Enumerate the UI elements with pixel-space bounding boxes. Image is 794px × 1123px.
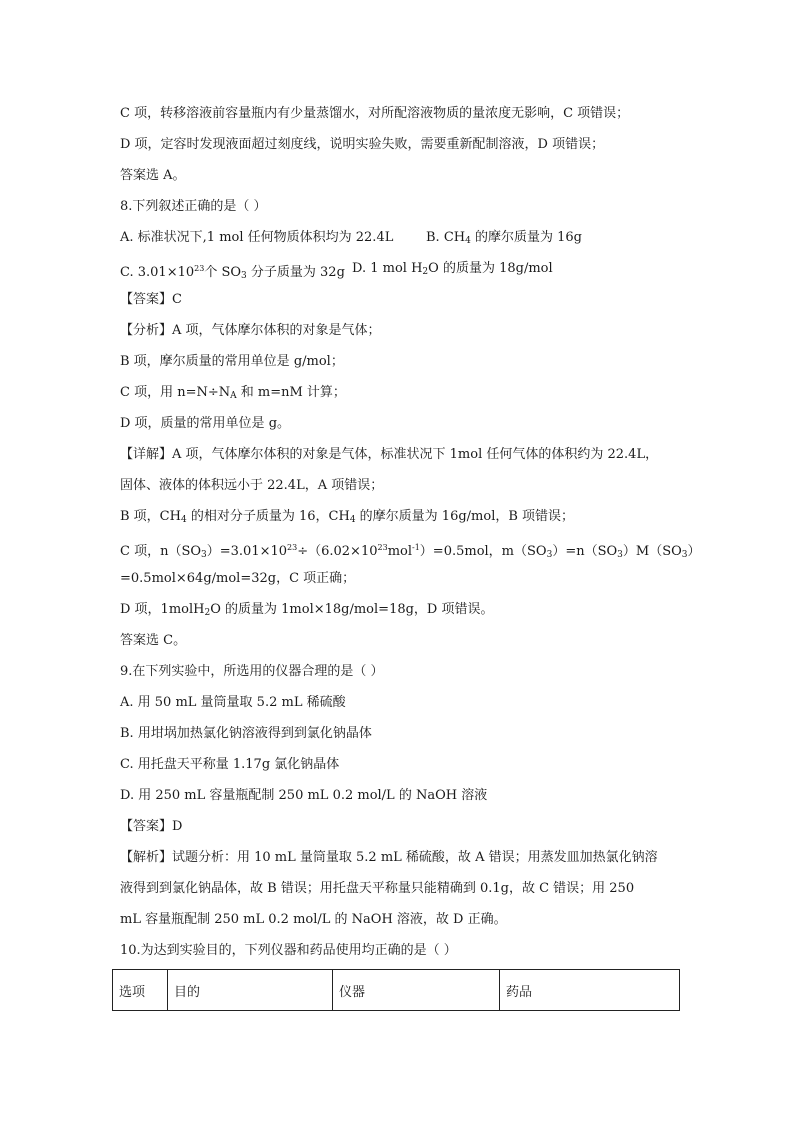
subscript: 2 [204, 608, 211, 618]
final-answer-8: 答案选 C。 [120, 633, 187, 648]
detail-text: ） [687, 544, 701, 559]
superscript: 23 [377, 543, 388, 552]
detail-8-c [120, 532, 701, 563]
detail-text: D 项，1molH [120, 602, 205, 617]
question-9-option-c: C. 用托盘天平称量 1.17g 氯化钠晶体 [120, 757, 340, 772]
analysis-text: C 项，用 n=N÷N [120, 385, 231, 400]
detail-text: B 项，CH [120, 509, 181, 524]
subscript: A [230, 391, 237, 401]
question-10: 10.为达到实验目的，下列仪器和药品使用均正确的是（ ） [120, 943, 457, 958]
option-b-text: 的摩尔质量为 16g [470, 230, 582, 245]
analysis-8: 【分析】A 项，气体摩尔体积的对象是气体； [120, 323, 381, 338]
detail-text: ÷（6.02×10 [297, 544, 378, 559]
question-9-option-d: D. 用 250 mL 容量瓶配制 250 mL 0.2 mol/L 的 NaOH 溶液 [120, 788, 488, 803]
detail-8-b [120, 501, 682, 532]
detail-8-a: 【详解】A 项，气体摩尔体积的对象是气体，标准状况下 1mol 任何气体的体积约为 22.4L， [120, 447, 659, 462]
table-header-cell: 仪器 [333, 970, 500, 1011]
superscript: -1 [412, 543, 420, 552]
detail-text: mol [387, 544, 412, 559]
analysis-8-d: D 项，质量的常用单位是 g。 [120, 416, 291, 431]
question-9-option-a: A. 用 50 mL 量筒量取 5.2 mL 稀硫酸 [120, 695, 346, 710]
superscript: 23 [287, 543, 298, 552]
detail-text: ）M（SO [622, 544, 682, 559]
answer-8: 【答案】C [120, 292, 182, 307]
option-c [120, 253, 352, 284]
text-line: C 项，转移溶液前容量瓶内有少量蒸馏水，对所配溶液物质的量浓度无影响，C 项错误； [120, 106, 630, 121]
detail-text: C 项，n（SO [120, 544, 202, 559]
option-d [352, 253, 553, 284]
detail-text: ）=3.01×10 [206, 544, 288, 559]
detail-text: ）=0.5mol，m（SO [419, 544, 547, 559]
subscript: 3 [241, 271, 247, 281]
table-header-cell: 目的 [168, 970, 333, 1011]
table-header-cell: 药品 [500, 970, 680, 1011]
subscript: 3 [617, 550, 623, 560]
subscript: 2 [422, 267, 429, 277]
detail-8-a2: 固体、液体的体积远小于 22.4L，A 项错误； [120, 478, 384, 493]
option-d-text: O 的质量为 18g/mol [428, 261, 553, 276]
options-table [112, 969, 680, 1011]
question-8: 8.下列叙述正确的是（ ） [120, 199, 267, 214]
answer-9: 【答案】D [120, 819, 183, 834]
question-9-option-b: B. 用坩埚加热氯化钠溶液得到到氯化钠晶体 [120, 726, 372, 741]
question-8-options-cd [120, 253, 682, 284]
explanation-9-a: 【解析】试题分析：用 10 mL 量筒量取 5.2 mL 稀硫酸，故 A 错误；用蒸发皿加热氯化钠溶 [120, 850, 658, 865]
question-8-options-ab [120, 222, 682, 253]
subscript: 4 [349, 515, 356, 525]
question-9: 9.在下列实验中，所选用的仪器合理的是（ ） [120, 664, 384, 679]
subscript: 3 [201, 550, 207, 560]
option-c-text: 分子质量为 32g [246, 265, 345, 280]
subscript: 4 [180, 515, 187, 525]
option-c-text: 个 SO [204, 265, 242, 280]
option-b-text: B. CH [426, 230, 466, 245]
option-a: A. 标准状况下,1 mol 任何物质体积均为 22.4L [120, 230, 394, 245]
text-line: 答案选 A。 [120, 168, 186, 183]
subscript: 3 [681, 550, 688, 560]
subscript: 4 [465, 236, 471, 246]
detail-8-c2: =0.5mol×64g/mol=32g，C 项正确； [120, 571, 356, 586]
detail-text: 的摩尔质量为 16g/mol，B 项错误； [355, 509, 575, 524]
detail-8-d [120, 594, 682, 625]
analysis-text: 和 m=nM 计算； [236, 385, 346, 400]
option-c-text: C. 3.01×10 [120, 265, 195, 280]
detail-text: O 的质量为 1mol×18g/mol=18g，D 项错误。 [210, 602, 494, 617]
detail-text: ）=n（SO [552, 544, 618, 559]
option-d-text: D. 1 mol H [352, 261, 423, 276]
table-header-row [113, 970, 680, 1011]
analysis-8-b: B 项，摩尔质量的常用单位是 g/mol； [120, 354, 344, 369]
table-header-cell: 选项 [113, 970, 168, 1011]
subscript: 3 [546, 550, 553, 560]
explanation-9-b: 液得到到氯化钠晶体，故 B 错误；用托盘天平称量只能精确到 0.1g，故 C 错误；用 250 [120, 881, 635, 896]
explanation-9-c: mL 容量瓶配制 250 mL 0.2 mol/L 的 NaOH 溶液，故 D 正确。 [120, 912, 507, 927]
detail-text: 的相对分子质量为 16，CH [186, 509, 350, 524]
option-b [426, 222, 582, 253]
text-line: D 项，定容时发现液面超过刻度线，说明实验失败，需要重新配制溶液，D 项错误； [120, 137, 605, 152]
superscript: 23 [194, 264, 205, 273]
analysis-8-c [120, 377, 682, 408]
document-page [120, 98, 701, 966]
